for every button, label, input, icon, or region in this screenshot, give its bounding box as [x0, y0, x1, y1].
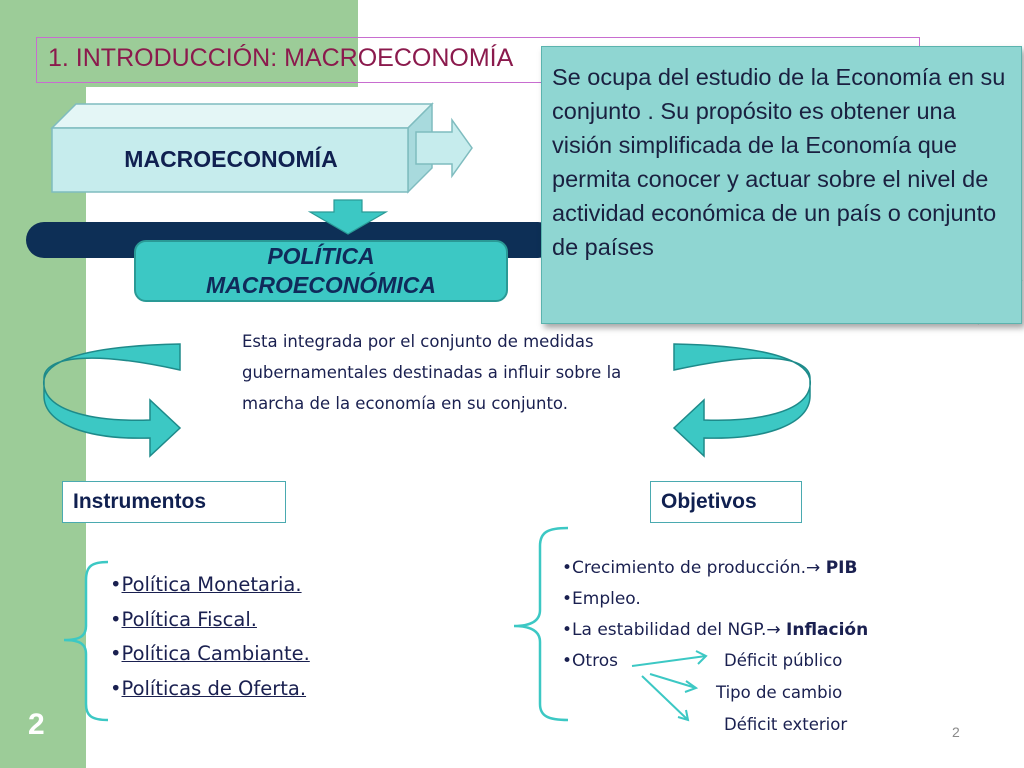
list-item: •Política Fiscal. — [110, 607, 257, 631]
objectives-label: Objetivos — [650, 481, 802, 523]
curved-arrow-left — [44, 344, 180, 456]
brace-left — [64, 562, 108, 720]
instruments-label: Instrumentos — [62, 481, 286, 523]
list-item: •Crecimiento de producción.→ PIB — [562, 558, 858, 578]
list-item: •Empleo. — [562, 589, 641, 609]
slide-number: 2 — [28, 708, 45, 741]
list-item: •La estabilidad del NGP.→ Inflación — [562, 620, 869, 640]
objective-highlight: Inflación — [786, 620, 869, 640]
brace-right — [514, 528, 568, 720]
curved-arrow-right — [674, 344, 810, 456]
instrument-link-monetaria[interactable]: Política Monetaria. — [121, 573, 302, 596]
instrument-link-fiscal[interactable]: Política Fiscal. — [121, 607, 257, 631]
other-deficit-publico: Déficit público — [724, 651, 843, 670]
list-item: •Otros — [562, 651, 618, 671]
other-deficit-exterior: Déficit exterior — [724, 715, 848, 734]
list-item: •Políticas de Oferta. — [110, 676, 307, 700]
objective-text: Empleo. — [572, 589, 641, 609]
page-number: 2 — [952, 724, 960, 740]
callout-text: Se ocupa del estudio de la Economía en su conjunto . Su propósito es obtener una visión simplificada de la Economía que permita conocer y actuar sobre el nivel de actividad económica de un país o conjunto de países — [552, 64, 1006, 260]
policy-box-line1: POLÍTICA — [267, 243, 375, 269]
macro-box-label: MACROECONOMÍA — [124, 145, 338, 172]
list-item: •Política Cambiante. — [110, 642, 310, 665]
policy-description: Esta integrada por el conjunto de medidas gubernamentales destinadas a influir sobre la marcha de la economía en su conjunto. — [242, 332, 622, 413]
objective-text: La estabilidad del NGP.→ — [572, 620, 787, 640]
objective-text: Otros — [572, 651, 618, 671]
policy-box — [134, 240, 508, 302]
list-item: •Política Monetaria. — [110, 573, 302, 596]
slide-title: 1. INTRODUCCIÓN: MACROECONOMÍA — [48, 44, 514, 72]
instrument-link-cambiante[interactable]: Política Cambiante. — [121, 642, 310, 665]
macro-box-top — [52, 104, 432, 128]
instruments-list — [110, 568, 310, 706]
policy-box-line2: MACROECONÓMICA — [206, 272, 436, 298]
objective-highlight: PIB — [825, 558, 858, 578]
instrument-link-oferta[interactable]: Políticas de Oferta. — [121, 676, 307, 700]
objective-text: Crecimiento de producción.→ — [572, 558, 826, 578]
other-tipo-cambio: Tipo de cambio — [716, 683, 843, 702]
